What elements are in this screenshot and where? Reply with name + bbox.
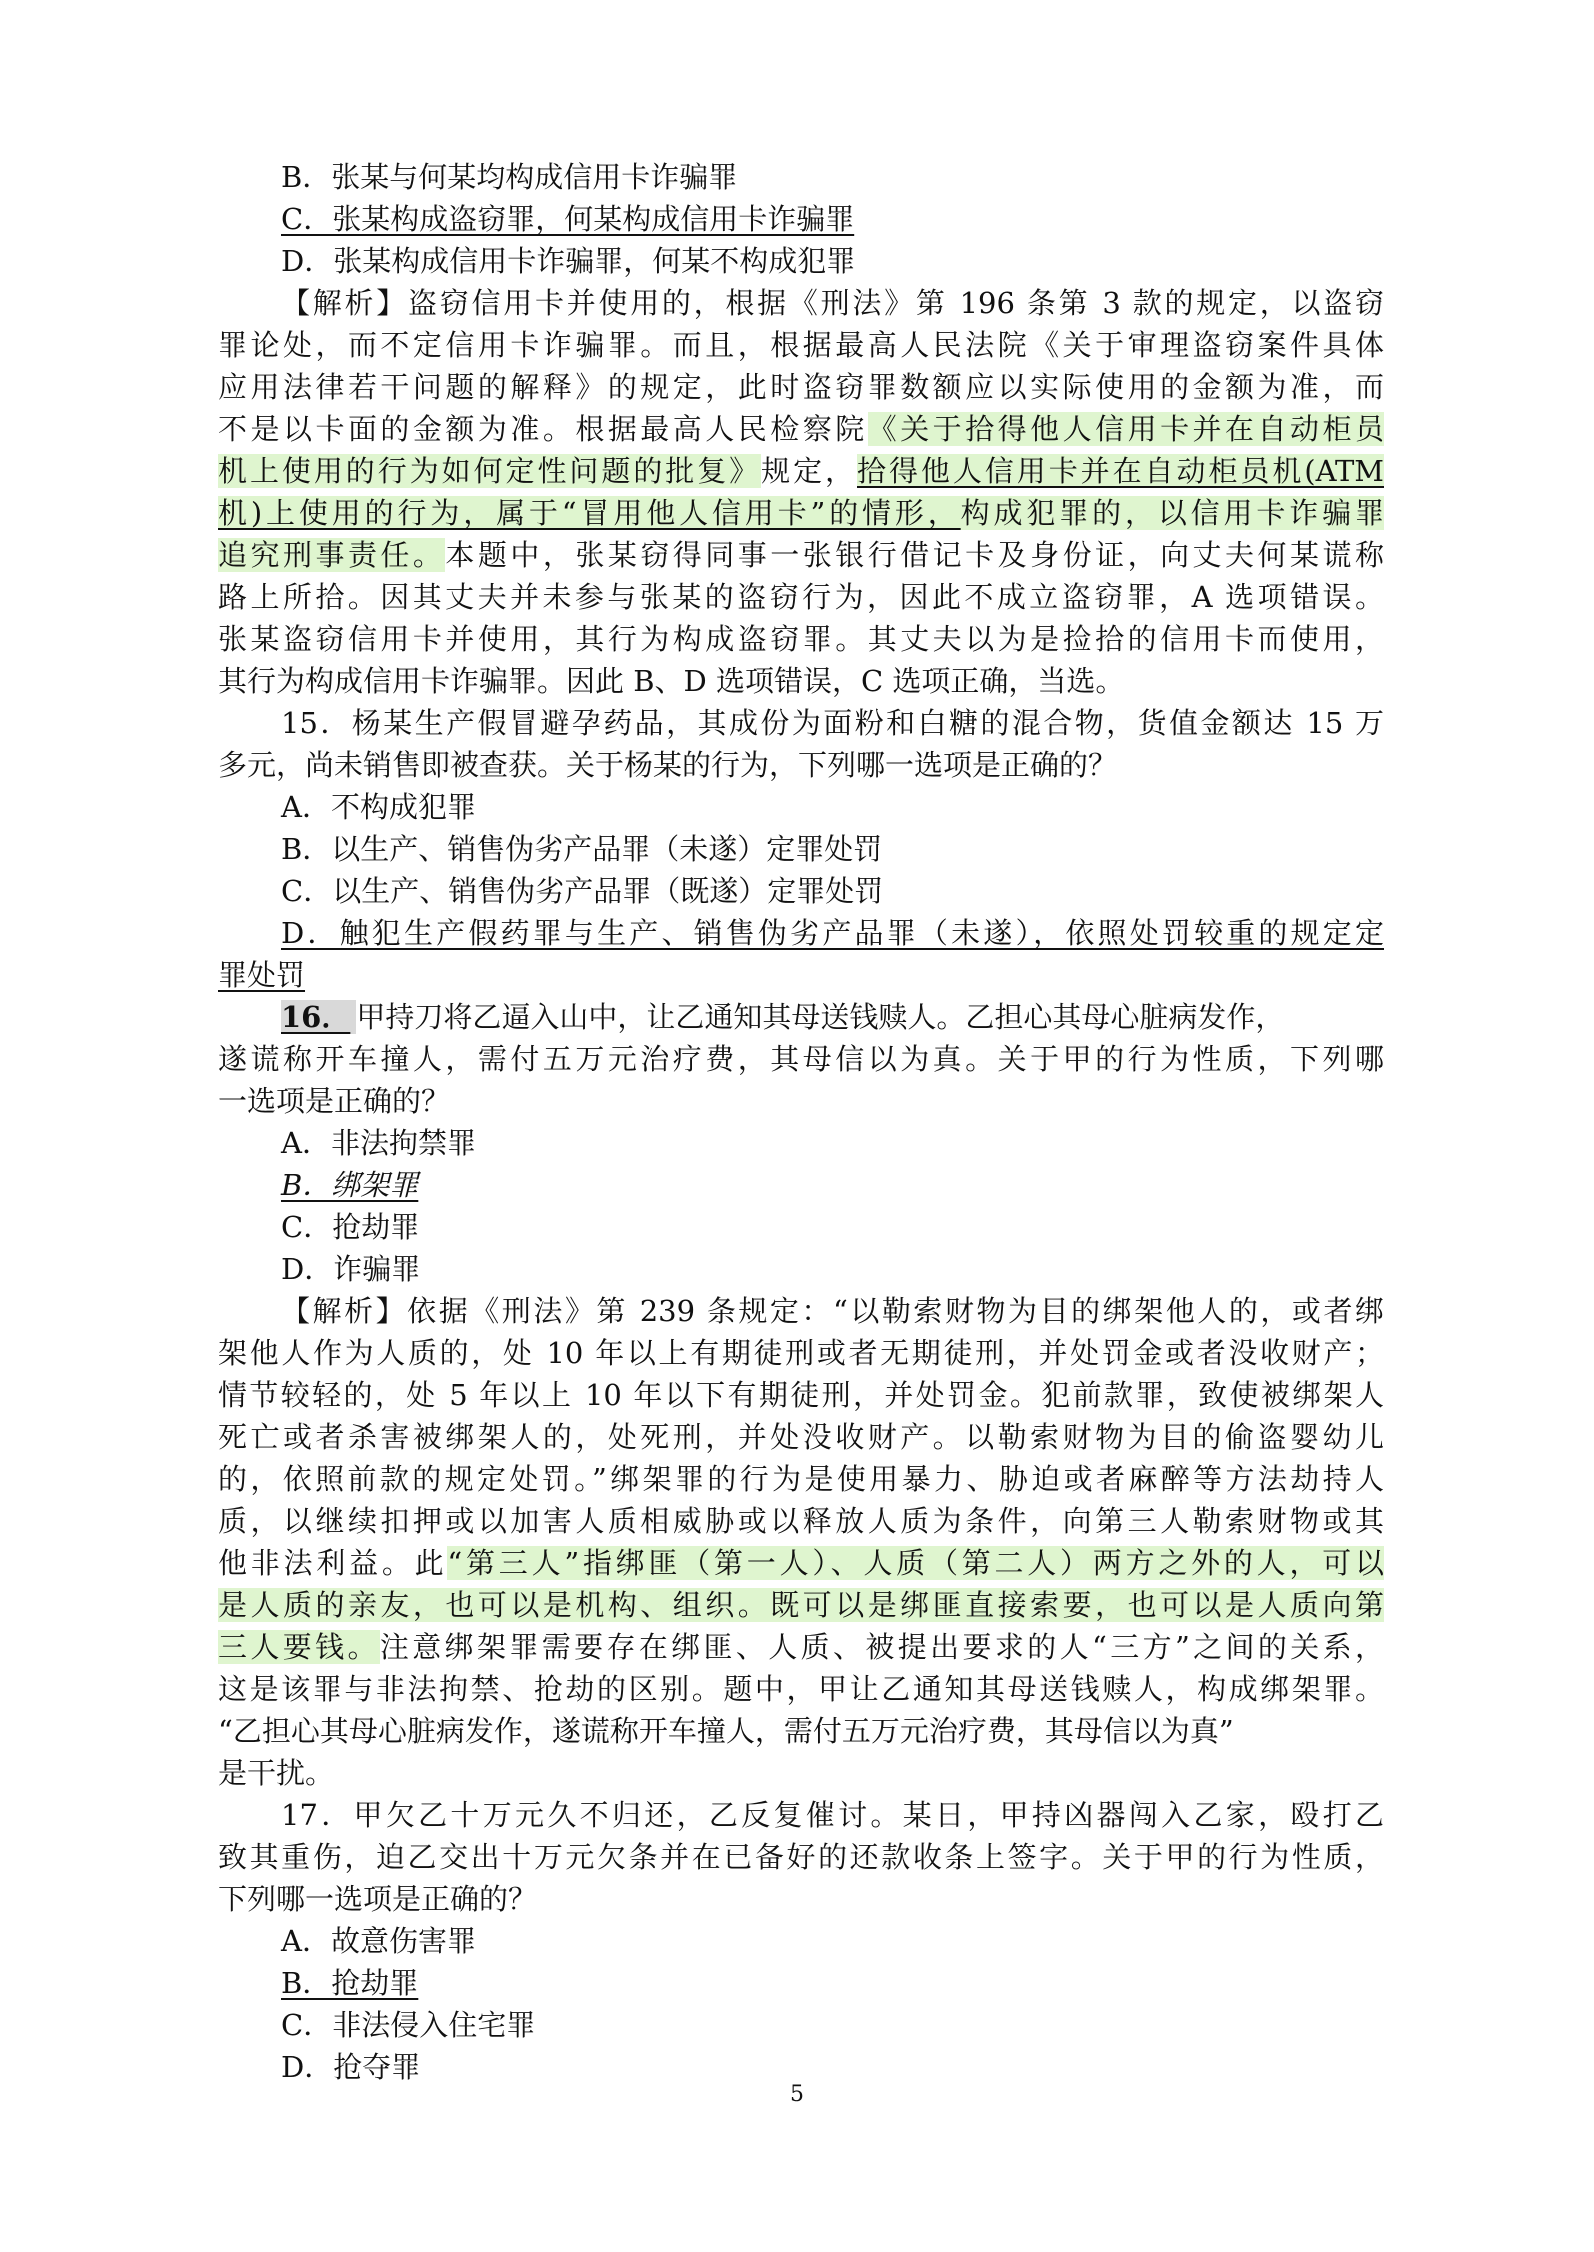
q14-analysis-line-2: 罪论处，而不定信用卡诈骗罪。而且，根据最高人民法院《关于审理盗窃案件具体 — [218, 328, 1384, 362]
q14-option-d: D．张某构成信用卡诈骗罪，何某不构成犯罪 — [281, 244, 856, 278]
q16-analysis-line-4: 死亡或者杀害被绑架人的，处死刑，并处没收财产。以勒索财物为目的偷盗婴幼儿 — [218, 1420, 1384, 1454]
q16-stem-text: 甲持刀将乙逼入山中，让乙通知其母送钱赎人。乙担心其母心脏病发作， — [356, 1000, 1285, 1034]
q17-option-b — [218, 1962, 1384, 2004]
q17-option-d: D．抢夺罪 — [281, 2050, 421, 2084]
highlighted-underlined-text: 拾得他人信用卡并在自动柜员机(ATM — [857, 454, 1384, 488]
highlighted-text: 追究刑事责任。 — [218, 538, 446, 572]
analysis-text: 他非法利益。此 — [218, 1546, 448, 1580]
highlighted-text: 三人要钱。 — [218, 1630, 380, 1664]
q17-option-c: C．非法侵入住宅罪 — [281, 2008, 536, 2042]
q14-option-c-text: C．张某构成盗窃罪，何某构成信用卡诈骗罪 — [281, 202, 855, 236]
analysis-text: 本题中，张某窃得同事一张银行借记卡及身份证，向丈夫何某谎称 — [445, 538, 1384, 572]
q14-analysis-line-5 — [218, 450, 1384, 492]
q15-option-b: B．以生产、销售伪劣产品罪（未遂）定罪处罚 — [281, 832, 883, 866]
q15-option-d-text: 罪处罚 — [218, 958, 306, 992]
analysis-text: 规定， — [761, 454, 857, 488]
highlighted-underlined-text: 机)上使用的行为，属于“冒用他人信用卡”的情形， — [218, 496, 961, 530]
q14-analysis-line-8: 路上所拾。因其丈夫并未参与张某的盗窃行为，因此不成立盗窃罪，A 选项错误。 — [218, 580, 1384, 614]
q16-analysis-line-5: 的，依照前款的规定处罚。”绑架罪的行为是使用暴力、胁迫或者麻醉等方法劫持人 — [218, 1462, 1384, 1496]
highlighted-text: 构成犯罪的，以信用卡诈骗罪 — [960, 496, 1384, 530]
q15-option-d-line-2 — [218, 954, 1384, 996]
q16-option-b-text: B．绑架罪 — [281, 1168, 419, 1202]
q16-analysis-line-8 — [218, 1584, 1384, 1626]
q16-analysis-line-3: 情节较轻的，处 5 年以上 10 年以下有期徒刑，并处罚金。犯前款罪，致使被绑架人 — [218, 1378, 1384, 1412]
q14-analysis-line-1: 【解析】盗窃信用卡并使用的，根据《刑法》第 196 条第 3 款的规定，以盗窃 — [281, 286, 1384, 320]
q16-analysis-line-1: 【解析】依据《刑法》第 239 条规定：“以勒索财物为目的绑架他人的，或者绑 — [281, 1294, 1384, 1328]
q15-stem-line-2: 多元，尚未销售即被查获。关于杨某的行为，下列哪一选项是正确的？ — [218, 748, 1118, 782]
q16-analysis-line-10: 这是该罪与非法拘禁、抢劫的区别。题中，甲让乙通知其母送钱赎人，构成绑架罪。 — [218, 1672, 1384, 1706]
q16-stem-line-2: 遂谎称开车撞人，需付五万元治疗费，其母信以为真。关于甲的行为性质，下列哪 — [218, 1042, 1384, 1076]
q16-option-c: C．抢劫罪 — [281, 1210, 420, 1244]
highlighted-text: “第三人”指绑匪（第一人）、人质（第二人）两方之外的人，可以 — [447, 1546, 1384, 1580]
q14-option-c — [218, 198, 1384, 240]
q16-stem-line-1 — [218, 996, 1384, 1038]
q17-stem-line-2: 致其重伤，迫乙交出十万元欠条并在已备好的还款收条上签字。关于甲的行为性质， — [218, 1840, 1384, 1874]
q17-option-b-text: B．抢劫罪 — [281, 1966, 419, 2000]
q14-option-b: B．张某与何某均构成信用卡诈骗罪 — [281, 160, 738, 194]
q16-analysis-line-9 — [218, 1626, 1384, 1668]
highlighted-text: 《关于拾得他人信用卡并在自动柜员 — [867, 412, 1384, 446]
q16-option-a: A．非法拘禁罪 — [281, 1126, 476, 1160]
q16-analysis-line-6: 质，以继续扣押或以加害人质相威胁或以释放人质为条件，向第三人勒索财物或其 — [218, 1504, 1384, 1538]
q16-option-d: D．诈骗罪 — [281, 1252, 421, 1286]
question-number: 16． — [281, 1000, 356, 1034]
q15-option-d-line-1 — [218, 912, 1384, 954]
analysis-text: 注意绑架罪需要存在绑匪、人质、被提出要求的人“三方”之间的关系， — [379, 1630, 1384, 1664]
q16-option-b — [218, 1164, 1384, 1206]
q14-analysis-line-3: 应用法律若干问题的解释》的规定，此时盗窃罪数额应以实际使用的金额为准，而 — [218, 370, 1384, 404]
q14-analysis-line-10: 其行为构成信用卡诈骗罪。因此 B、D 选项错误，C 选项正确，当选。 — [218, 664, 1125, 698]
q14-analysis-line-6 — [218, 492, 1384, 534]
q17-stem-line-3: 下列哪一选项是正确的？ — [218, 1882, 538, 1916]
highlighted-text: 机上使用的行为如何定性问题的批复》 — [218, 454, 762, 488]
q14-analysis-line-4 — [218, 408, 1384, 450]
q16-analysis-line-11: “乙担心其母心脏病发作，遂谎称开车撞人，需付五万元治疗费，其母信以为真” — [218, 1714, 1234, 1748]
q16-analysis-line-2: 架他人作为人质的，处 10 年以上有期徒刑或者无期徒刑，并处罚金或者没收财产； — [218, 1336, 1384, 1370]
q16-analysis-line-12: 是干扰。 — [218, 1756, 335, 1790]
q17-stem-line-1: 17．甲欠乙十万元久不归还，乙反复催讨。某日，甲持凶器闯入乙家，殴打乙 — [281, 1798, 1384, 1832]
q14-analysis-line-9: 张某盗窃信用卡并使用，其行为构成盗窃罪。其丈夫以为是捡拾的信用卡而使用， — [218, 622, 1384, 656]
q15-option-c: C．以生产、销售伪劣产品罪（既遂）定罪处罚 — [281, 874, 884, 908]
q17-option-a: A．故意伤害罪 — [281, 1924, 476, 1958]
q15-option-a: A．不构成犯罪 — [281, 790, 476, 824]
q16-stem-line-3: 一选项是正确的？ — [218, 1084, 451, 1118]
q16-analysis-line-7 — [218, 1542, 1384, 1584]
page-number: 5 — [790, 2082, 804, 2107]
highlighted-text: 是人质的亲友，也可以是机构、组织。既可以是绑匪直接索要，也可以是人质向第 — [218, 1588, 1384, 1622]
q15-stem-line-1: 15．杨某生产假冒避孕药品，其成份为面粉和白糖的混合物，货值金额达 15 万 — [281, 706, 1384, 740]
q14-analysis-line-7 — [218, 534, 1384, 576]
q15-option-d-text: D．触犯生产假药罪与生产、销售伪劣产品罪（未遂），依照处罚较重的规定定 — [281, 916, 1384, 950]
analysis-text: 不是以卡面的金额为准。根据最高人民检察院 — [218, 412, 868, 446]
